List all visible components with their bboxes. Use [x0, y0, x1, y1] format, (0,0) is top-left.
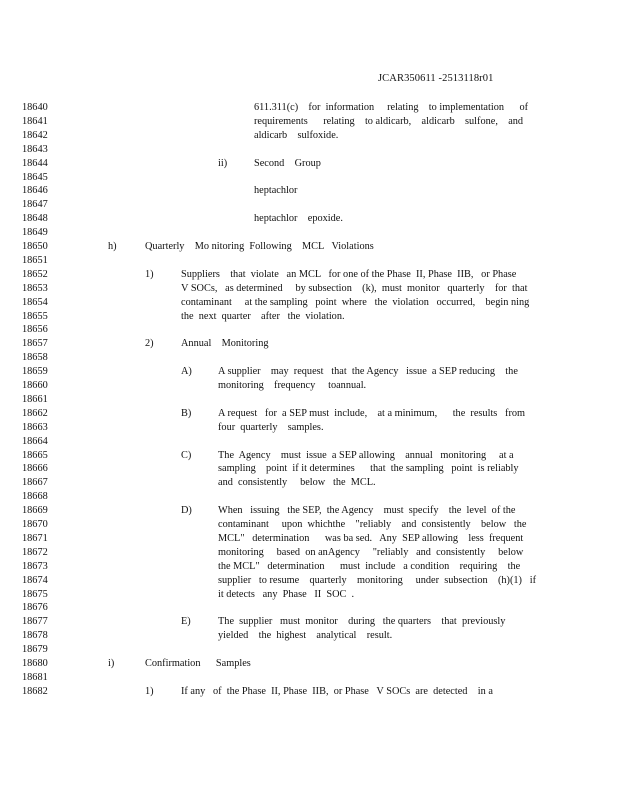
line-text: four quarterly samples.	[218, 421, 324, 433]
section-label: A)	[181, 366, 192, 378]
document-line	[0, 601, 618, 615]
document-line	[0, 393, 618, 407]
line-number: 18650	[22, 241, 48, 252]
document-line	[0, 254, 618, 268]
document-line	[0, 282, 618, 296]
line-text: contaminant at the sampling point where the violation occurred, begin ning	[181, 296, 530, 308]
line-text: Quarterly Mo nitoring Following MCL Violations	[145, 241, 374, 252]
line-number: 18678	[22, 630, 48, 642]
line-text: it detects any Phase II SOC .	[218, 588, 355, 600]
document-line	[0, 462, 618, 476]
line-text: sampling point if it determines that the sampling point is reliably	[218, 463, 519, 475]
line-text: and consistently below the MCL.	[218, 477, 376, 489]
line-number: 18660	[22, 380, 48, 391]
line-number: 18674	[22, 574, 48, 586]
line-text: heptachlor epoxide.	[254, 213, 343, 225]
line-text: A request for a SEP must include, at a minimum, the results from	[218, 407, 526, 419]
line-number: 18665	[22, 449, 48, 461]
line-number: 18656	[22, 324, 48, 336]
line-text: Confirmation Samples	[145, 658, 251, 669]
section-label: B)	[181, 407, 192, 419]
document-line	[0, 435, 618, 449]
document-line	[0, 226, 618, 240]
line-text: the next quarter after the violation.	[181, 310, 345, 322]
document-line	[0, 212, 618, 226]
line-number: 18648	[22, 213, 48, 225]
document-line	[0, 504, 618, 518]
line-number: 18664	[22, 435, 48, 447]
document-line	[0, 351, 618, 365]
document-line	[0, 685, 618, 699]
line-text: contaminant upon whichthe "reliably and consistently below the	[218, 519, 527, 530]
line-text: If any of the Phase II, Phase IIB, or Phase V SOCs are detected in a	[181, 685, 493, 697]
line-text: V SOCs, as determined by subsection (k), must monitor quarterly for that	[181, 282, 528, 294]
section-label: ii)	[218, 157, 228, 169]
line-number: 18679	[22, 644, 48, 656]
line-number: 18655	[22, 310, 48, 322]
line-number: 18681	[22, 671, 48, 683]
line-number: 18675	[22, 588, 48, 600]
document-line	[0, 143, 618, 157]
document-line	[0, 476, 618, 490]
line-number: 18670	[22, 519, 48, 530]
line-number: 18649	[22, 227, 48, 239]
section-label: E)	[181, 616, 191, 628]
line-text: A supplier may request that the Agency issue a SEP reducing the	[218, 366, 518, 378]
line-number: 18671	[22, 532, 48, 544]
document-line	[0, 657, 618, 671]
line-number: 18641	[22, 115, 48, 127]
document-line	[0, 490, 618, 504]
line-number: 18672	[22, 546, 48, 558]
line-number: 18682	[22, 685, 48, 697]
line-text: requirements relating to aldicarb, aldicarb sulfone, and	[254, 115, 524, 127]
document-line	[0, 421, 618, 435]
section-label: i)	[108, 658, 115, 669]
line-text: MCL" determination was ba sed. Any SEP allowing less frequent	[218, 532, 524, 544]
document-line	[0, 115, 618, 129]
line-text: The Agency must issue a SEP allowing annual monitoring at a	[218, 449, 514, 461]
document-line	[0, 574, 618, 588]
document-line	[0, 532, 618, 546]
document-line	[0, 296, 618, 310]
line-number: 18668	[22, 491, 48, 503]
line-text: Annual Monitoring	[181, 338, 269, 350]
document-line	[0, 310, 618, 324]
document-line	[0, 129, 618, 143]
line-number: 18653	[22, 282, 48, 294]
line-number: 18640	[22, 102, 48, 113]
document-line	[0, 546, 618, 560]
line-text: Suppliers that violate an MCL for one of the Phase II, Phase IIB, or Phase	[181, 268, 517, 280]
line-number: 18676	[22, 602, 48, 614]
line-text: heptachlor	[254, 185, 298, 197]
line-number: 18663	[22, 421, 48, 433]
line-number: 18669	[22, 505, 48, 517]
line-text: supplier to resume quarterly monitoring under subsection (h)(1) if	[218, 574, 536, 586]
line-number: 18652	[22, 268, 48, 280]
line-text: The supplier must monitor during the quarters that previously	[218, 616, 506, 628]
line-text: aldicarb sulfoxide.	[254, 129, 339, 141]
line-number: 18647	[22, 199, 48, 211]
line-text: monitoring based on anAgency "reliably and consistently below	[218, 546, 524, 558]
line-number: 18673	[22, 560, 48, 572]
section-label: h)	[108, 241, 117, 252]
document-line	[0, 268, 618, 282]
document-line	[0, 643, 618, 657]
document-line	[0, 629, 618, 643]
document-line	[0, 171, 618, 185]
document-line	[0, 101, 618, 115]
section-label: C)	[181, 449, 192, 461]
document-line	[0, 588, 618, 602]
section-label: 1)	[145, 685, 154, 697]
line-number: 18657	[22, 338, 48, 350]
document-line	[0, 615, 618, 629]
section-label: 1)	[145, 268, 154, 280]
document-line	[0, 671, 618, 685]
line-number: 18667	[22, 477, 48, 489]
line-number: 18646	[22, 185, 48, 197]
document-line	[0, 560, 618, 574]
document-line	[0, 337, 618, 351]
document-line	[0, 407, 618, 421]
document-line	[0, 365, 618, 379]
line-text: the MCL" determination must include a condition requiring the	[218, 560, 521, 572]
line-number: 18651	[22, 254, 48, 266]
line-text: 611.311(c) for information relating to implementation of	[254, 102, 529, 113]
line-number: 18677	[22, 616, 48, 628]
line-number: 18680	[22, 658, 48, 669]
line-text: When issuing the SEP, the Agency must specify the level of the	[218, 505, 516, 517]
document-line	[0, 518, 618, 532]
document-header-id: JCAR350611 -2513118r01	[378, 73, 494, 84]
document-line	[0, 157, 618, 171]
section-label: D)	[181, 505, 192, 517]
document-line	[0, 240, 618, 254]
document-line	[0, 198, 618, 212]
line-number: 18645	[22, 171, 48, 183]
line-number: 18666	[22, 463, 48, 475]
document-line	[0, 184, 618, 198]
document-line	[0, 379, 618, 393]
section-label: 2)	[145, 338, 154, 350]
line-number: 18662	[22, 407, 48, 419]
line-number: 18643	[22, 143, 48, 155]
document-line	[0, 449, 618, 463]
line-text: yielded the highest analytical result.	[218, 630, 393, 642]
line-number: 18642	[22, 129, 48, 141]
line-number: 18654	[22, 296, 48, 308]
line-text: Second Group	[254, 157, 321, 169]
line-number: 18659	[22, 366, 48, 378]
document-line	[0, 323, 618, 337]
line-number: 18661	[22, 393, 48, 405]
line-number: 18658	[22, 352, 48, 364]
line-text: monitoring frequency toannual.	[218, 380, 367, 391]
line-number: 18644	[22, 157, 48, 169]
